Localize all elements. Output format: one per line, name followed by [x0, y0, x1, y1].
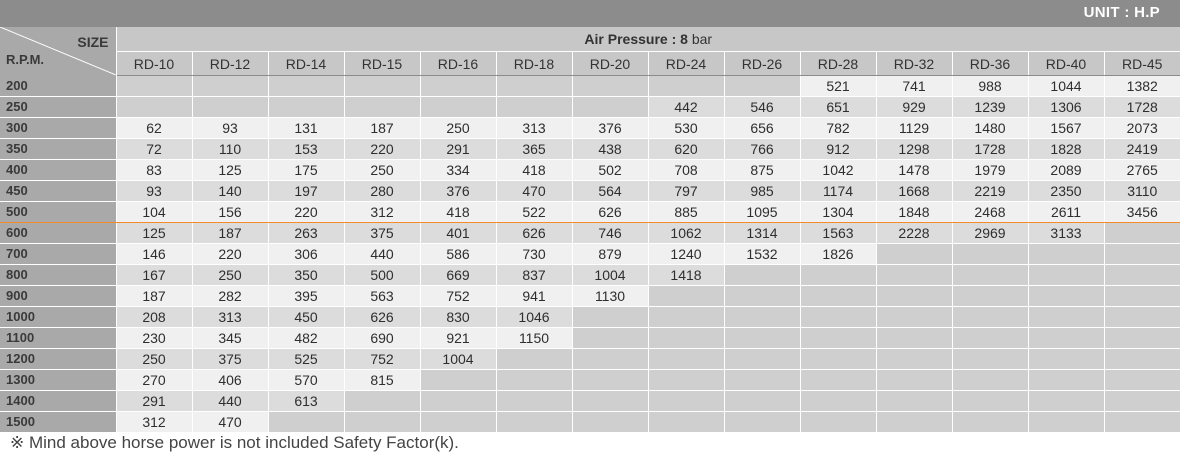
hp-value-cell: 2219	[952, 181, 1028, 202]
hp-value-cell: 83	[116, 160, 192, 181]
pressure-prefix: Air Pressure :	[584, 31, 681, 47]
hp-value-cell: 1480	[952, 118, 1028, 139]
hp-value-cell	[952, 265, 1028, 286]
hp-value-cell	[1104, 265, 1180, 286]
pressure-unit: bar	[687, 31, 713, 47]
hp-value-cell: 570	[268, 370, 344, 391]
hp-value-cell	[1104, 412, 1180, 433]
hp-value-cell: 1826	[800, 244, 876, 265]
hp-value-cell	[648, 307, 724, 328]
rpm-cell: 500	[0, 202, 116, 223]
hp-value-cell: 563	[344, 286, 420, 307]
hp-value-cell	[952, 307, 1028, 328]
hp-value-cell: 1129	[876, 118, 952, 139]
rpm-cell: 900	[0, 286, 116, 307]
table-row	[0, 307, 1180, 328]
hp-value-cell	[1028, 412, 1104, 433]
rpm-cell: 1000	[0, 307, 116, 328]
hp-value-cell	[724, 286, 800, 307]
hp-value-cell: 220	[192, 244, 268, 265]
hp-value-cell	[952, 328, 1028, 349]
hp-value-cell	[344, 76, 420, 97]
model-header-cell: RD-16	[420, 52, 496, 76]
hp-value-cell	[1104, 328, 1180, 349]
hp-value-cell: 613	[268, 391, 344, 412]
table-row	[0, 97, 1180, 118]
hp-value-cell	[800, 286, 876, 307]
rpm-cell: 1400	[0, 391, 116, 412]
hp-value-cell: 153	[268, 139, 344, 160]
hp-value-cell: 752	[420, 286, 496, 307]
hp-value-cell: 470	[496, 181, 572, 202]
hp-value-cell	[1028, 265, 1104, 286]
model-header-cell: RD-20	[572, 52, 648, 76]
hp-value-cell: 1062	[648, 223, 724, 244]
hp-value-cell: 752	[344, 349, 420, 370]
hp-value-cell	[648, 349, 724, 370]
hp-value-cell: 250	[116, 349, 192, 370]
hp-value-cell	[572, 412, 648, 433]
hp-value-cell: 525	[268, 349, 344, 370]
hp-value-cell: 912	[800, 139, 876, 160]
hp-value-cell: 3456	[1104, 202, 1180, 223]
hp-value-cell: 1004	[420, 349, 496, 370]
hp-value-cell	[192, 97, 268, 118]
unit-label: UNIT : H.P	[1083, 4, 1160, 21]
hp-value-cell	[648, 328, 724, 349]
hp-value-cell	[268, 76, 344, 97]
hp-value-cell: 626	[344, 307, 420, 328]
hp-value-cell: 146	[116, 244, 192, 265]
hp-value-cell	[420, 391, 496, 412]
hp-value-cell: 220	[344, 139, 420, 160]
hp-value-cell: 345	[192, 328, 268, 349]
hp-value-cell	[572, 391, 648, 412]
hp-value-cell: 3133	[1028, 223, 1104, 244]
hp-value-cell: 312	[344, 202, 420, 223]
hp-value-cell	[952, 244, 1028, 265]
hp-value-cell	[572, 76, 648, 97]
hp-value-cell: 669	[420, 265, 496, 286]
hp-value-cell: 482	[268, 328, 344, 349]
hp-value-cell	[724, 307, 800, 328]
hp-value-cell	[876, 349, 952, 370]
hp-value-cell: 2073	[1104, 118, 1180, 139]
hp-value-cell	[420, 97, 496, 118]
table-row	[0, 328, 1180, 349]
hp-value-cell: 1095	[724, 202, 800, 223]
rpm-cell: 300	[0, 118, 116, 139]
hp-value-cell	[724, 349, 800, 370]
hp-value-cell: 1046	[496, 307, 572, 328]
hp-value-cell	[496, 97, 572, 118]
hp-value-cell	[572, 97, 648, 118]
hp-value-cell	[800, 265, 876, 286]
hp-value-cell: 626	[572, 202, 648, 223]
model-header-cell: RD-40	[1028, 52, 1104, 76]
rpm-cell: 700	[0, 244, 116, 265]
hp-value-cell: 306	[268, 244, 344, 265]
hp-value-cell: 2228	[876, 223, 952, 244]
hp-value-cell: 2419	[1104, 139, 1180, 160]
hp-value-cell: 104	[116, 202, 192, 223]
hp-value-cell	[648, 370, 724, 391]
hp-value-cell: 875	[724, 160, 800, 181]
hp-value-cell: 1306	[1028, 97, 1104, 118]
hp-value-cell	[268, 412, 344, 433]
table-row	[0, 244, 1180, 265]
rpm-cell: 250	[0, 97, 116, 118]
hp-value-cell: 546	[724, 97, 800, 118]
hp-value-cell: 350	[268, 265, 344, 286]
hp-value-cell: 879	[572, 244, 648, 265]
hp-value-cell: 1567	[1028, 118, 1104, 139]
hp-value-cell: 187	[116, 286, 192, 307]
hp-value-cell: 564	[572, 181, 648, 202]
hp-value-cell: 175	[268, 160, 344, 181]
hp-value-cell	[876, 265, 952, 286]
hp-value-cell: 708	[648, 160, 724, 181]
hp-value-cell	[876, 391, 952, 412]
hp-value-cell	[572, 349, 648, 370]
hp-value-cell: 1150	[496, 328, 572, 349]
hp-value-cell: 438	[572, 139, 648, 160]
hp-value-cell: 125	[192, 160, 268, 181]
hp-value-cell: 530	[648, 118, 724, 139]
table-row	[0, 412, 1180, 433]
hp-value-cell	[724, 370, 800, 391]
hp-value-cell	[724, 412, 800, 433]
hp-value-cell: 885	[648, 202, 724, 223]
hp-value-cell: 1418	[648, 265, 724, 286]
hp-value-cell: 586	[420, 244, 496, 265]
hp-value-cell	[876, 370, 952, 391]
hp-value-cell: 250	[192, 265, 268, 286]
hp-value-cell	[648, 76, 724, 97]
hp-value-cell	[952, 370, 1028, 391]
model-header-cell: RD-10	[116, 52, 192, 76]
table-row	[0, 265, 1180, 286]
hp-value-cell	[800, 391, 876, 412]
hp-value-cell	[496, 412, 572, 433]
hp-value-cell: 395	[268, 286, 344, 307]
table-row	[0, 118, 1180, 139]
hp-value-cell: 1382	[1104, 76, 1180, 97]
hp-value-cell	[496, 391, 572, 412]
hp-value-cell: 376	[572, 118, 648, 139]
hp-value-cell: 270	[116, 370, 192, 391]
hp-value-cell	[496, 370, 572, 391]
hp-value-cell: 167	[116, 265, 192, 286]
hp-value-cell	[1028, 328, 1104, 349]
hp-value-cell	[1028, 307, 1104, 328]
hp-value-cell: 988	[952, 76, 1028, 97]
hp-value-cell	[876, 307, 952, 328]
hp-value-cell: 837	[496, 265, 572, 286]
hp-value-cell: 2468	[952, 202, 1028, 223]
rpm-cell: 1200	[0, 349, 116, 370]
air-pressure-header	[116, 27, 1180, 52]
hp-value-cell: 263	[268, 223, 344, 244]
hp-value-cell: 197	[268, 181, 344, 202]
hp-value-cell	[876, 286, 952, 307]
hp-value-cell	[648, 412, 724, 433]
hp-value-cell: 3110	[1104, 181, 1180, 202]
horsepower-table	[0, 27, 1180, 433]
rpm-label: R.P.M.	[6, 52, 45, 67]
hp-value-cell: 220	[268, 202, 344, 223]
hp-value-cell: 1848	[876, 202, 952, 223]
hp-value-cell	[952, 349, 1028, 370]
model-header-cell: RD-32	[876, 52, 952, 76]
hp-value-cell: 312	[116, 412, 192, 433]
hp-value-cell	[344, 391, 420, 412]
hp-value-cell: 1240	[648, 244, 724, 265]
hp-value-cell: 334	[420, 160, 496, 181]
hp-value-cell: 1304	[800, 202, 876, 223]
hp-value-cell	[648, 286, 724, 307]
hp-value-cell	[420, 370, 496, 391]
hp-value-cell: 406	[192, 370, 268, 391]
hp-value-cell: 1044	[1028, 76, 1104, 97]
model-header-cell: RD-12	[192, 52, 268, 76]
hp-value-cell: 110	[192, 139, 268, 160]
table-corner-header	[0, 27, 116, 76]
hp-value-cell	[420, 76, 496, 97]
table-body	[0, 76, 1180, 433]
hp-value-cell: 313	[192, 307, 268, 328]
hp-value-cell: 187	[344, 118, 420, 139]
hp-value-cell: 766	[724, 139, 800, 160]
table-row	[0, 139, 1180, 160]
hp-value-cell	[648, 391, 724, 412]
hp-value-cell: 2350	[1028, 181, 1104, 202]
hp-value-cell: 1239	[952, 97, 1028, 118]
table-row	[0, 223, 1180, 244]
hp-value-cell: 442	[648, 97, 724, 118]
hp-value-cell: 741	[876, 76, 952, 97]
hp-value-cell: 131	[268, 118, 344, 139]
model-header-row	[0, 52, 1180, 76]
hp-value-cell: 656	[724, 118, 800, 139]
hp-value-cell: 2089	[1028, 160, 1104, 181]
hp-value-cell	[876, 412, 952, 433]
hp-value-cell: 815	[344, 370, 420, 391]
hp-value-cell	[116, 76, 192, 97]
rpm-cell: 800	[0, 265, 116, 286]
hp-value-cell	[496, 76, 572, 97]
hp-value-cell: 929	[876, 97, 952, 118]
model-header-cell: RD-36	[952, 52, 1028, 76]
hp-value-cell: 291	[116, 391, 192, 412]
model-header-cell: RD-18	[496, 52, 572, 76]
table-row	[0, 391, 1180, 412]
hp-value-cell: 1668	[876, 181, 952, 202]
pressure-value: 8	[680, 31, 688, 47]
hp-value-cell: 1478	[876, 160, 952, 181]
hp-value-cell	[1028, 286, 1104, 307]
hp-value-cell	[952, 286, 1028, 307]
hp-value-cell: 502	[572, 160, 648, 181]
hp-value-cell: 125	[116, 223, 192, 244]
hp-value-cell: 620	[648, 139, 724, 160]
hp-value-cell: 2765	[1104, 160, 1180, 181]
hp-value-cell: 651	[800, 97, 876, 118]
hp-value-cell	[800, 349, 876, 370]
hp-value-cell: 375	[192, 349, 268, 370]
hp-value-cell: 1130	[572, 286, 648, 307]
hp-value-cell: 313	[496, 118, 572, 139]
hp-value-cell: 2611	[1028, 202, 1104, 223]
hp-value-cell: 1979	[952, 160, 1028, 181]
hp-value-cell	[800, 412, 876, 433]
hp-value-cell	[1104, 244, 1180, 265]
hp-value-cell	[724, 391, 800, 412]
hp-value-cell	[496, 349, 572, 370]
hp-value-cell: 746	[572, 223, 648, 244]
hp-value-cell: 1042	[800, 160, 876, 181]
model-header-cell: RD-14	[268, 52, 344, 76]
hp-value-cell	[268, 97, 344, 118]
hp-value-cell: 1298	[876, 139, 952, 160]
hp-value-cell: 93	[192, 118, 268, 139]
hp-value-cell: 418	[496, 160, 572, 181]
hp-value-cell: 282	[192, 286, 268, 307]
hp-value-cell	[724, 265, 800, 286]
hp-value-cell: 140	[192, 181, 268, 202]
hp-value-cell: 730	[496, 244, 572, 265]
hp-value-cell	[420, 412, 496, 433]
hp-value-cell: 1174	[800, 181, 876, 202]
model-header-cell: RD-28	[800, 52, 876, 76]
hp-value-cell	[344, 412, 420, 433]
hp-value-cell: 830	[420, 307, 496, 328]
hp-value-cell: 500	[344, 265, 420, 286]
hp-value-cell	[572, 370, 648, 391]
hp-value-cell: 440	[344, 244, 420, 265]
hp-value-cell: 626	[496, 223, 572, 244]
hp-value-cell	[1104, 391, 1180, 412]
model-header-cell: RD-45	[1104, 52, 1180, 76]
rpm-cell: 200	[0, 76, 116, 97]
hp-value-cell: 2969	[952, 223, 1028, 244]
hp-value-cell	[800, 328, 876, 349]
hp-value-cell: 156	[192, 202, 268, 223]
model-header-cell: RD-15	[344, 52, 420, 76]
hp-value-cell: 1728	[952, 139, 1028, 160]
model-header-cell: RD-24	[648, 52, 724, 76]
hp-value-cell: 72	[116, 139, 192, 160]
hp-value-cell: 376	[420, 181, 496, 202]
hp-value-cell: 450	[268, 307, 344, 328]
hp-value-cell: 470	[192, 412, 268, 433]
hp-value-cell: 250	[344, 160, 420, 181]
hp-value-cell: 1828	[1028, 139, 1104, 160]
hp-value-cell: 365	[496, 139, 572, 160]
hp-value-cell	[952, 391, 1028, 412]
hp-value-cell: 985	[724, 181, 800, 202]
table-row	[0, 202, 1180, 223]
table-row	[0, 160, 1180, 181]
hp-value-cell: 1314	[724, 223, 800, 244]
footnote: ※ Mind above horse power is not included Safety Factor(k).	[10, 433, 459, 452]
hp-value-cell: 250	[420, 118, 496, 139]
hp-value-cell	[876, 244, 952, 265]
hp-value-cell: 1532	[724, 244, 800, 265]
hp-value-cell	[1028, 349, 1104, 370]
rpm-cell: 1500	[0, 412, 116, 433]
rpm-cell: 1300	[0, 370, 116, 391]
hp-value-cell	[1028, 391, 1104, 412]
hp-value-cell: 1563	[800, 223, 876, 244]
hp-value-cell: 291	[420, 139, 496, 160]
hp-value-cell: 280	[344, 181, 420, 202]
hp-value-cell: 230	[116, 328, 192, 349]
rpm-cell: 400	[0, 160, 116, 181]
hp-value-cell	[572, 307, 648, 328]
hp-value-cell	[116, 97, 192, 118]
hp-value-cell	[192, 76, 268, 97]
hp-value-cell: 1728	[1104, 97, 1180, 118]
hp-value-cell: 941	[496, 286, 572, 307]
hp-value-cell: 921	[420, 328, 496, 349]
hp-value-cell: 187	[192, 223, 268, 244]
hp-value-cell	[1104, 223, 1180, 244]
hp-value-cell	[724, 76, 800, 97]
table-row	[0, 286, 1180, 307]
hp-value-cell: 690	[344, 328, 420, 349]
hp-value-cell	[344, 97, 420, 118]
model-header-cell: RD-26	[724, 52, 800, 76]
size-label: SIZE	[77, 34, 109, 50]
hp-value-cell	[724, 328, 800, 349]
hp-value-cell	[1104, 349, 1180, 370]
hp-value-cell: 521	[800, 76, 876, 97]
hp-value-cell	[1028, 244, 1104, 265]
table-row	[0, 76, 1180, 97]
hp-value-cell	[952, 412, 1028, 433]
hp-value-cell: 797	[648, 181, 724, 202]
hp-value-cell: 93	[116, 181, 192, 202]
table-row	[0, 349, 1180, 370]
table-row	[0, 370, 1180, 391]
hp-value-cell: 208	[116, 307, 192, 328]
rpm-cell: 350	[0, 139, 116, 160]
hp-value-cell: 418	[420, 202, 496, 223]
hp-value-cell: 375	[344, 223, 420, 244]
hp-value-cell	[1104, 370, 1180, 391]
rpm-cell: 450	[0, 181, 116, 202]
hp-value-cell	[1028, 370, 1104, 391]
hp-value-cell: 782	[800, 118, 876, 139]
hp-value-cell: 62	[116, 118, 192, 139]
hp-value-cell: 401	[420, 223, 496, 244]
rpm-cell: 1100	[0, 328, 116, 349]
hp-value-cell	[1104, 307, 1180, 328]
hp-value-cell	[1104, 286, 1180, 307]
hp-value-cell	[800, 307, 876, 328]
hp-value-cell: 522	[496, 202, 572, 223]
hp-value-cell: 1004	[572, 265, 648, 286]
table-row	[0, 181, 1180, 202]
hp-value-cell	[876, 328, 952, 349]
hp-value-cell: 440	[192, 391, 268, 412]
hp-value-cell	[572, 328, 648, 349]
unit-header-bar	[0, 0, 1180, 27]
hp-value-cell	[800, 370, 876, 391]
rpm-cell: 600	[0, 223, 116, 244]
